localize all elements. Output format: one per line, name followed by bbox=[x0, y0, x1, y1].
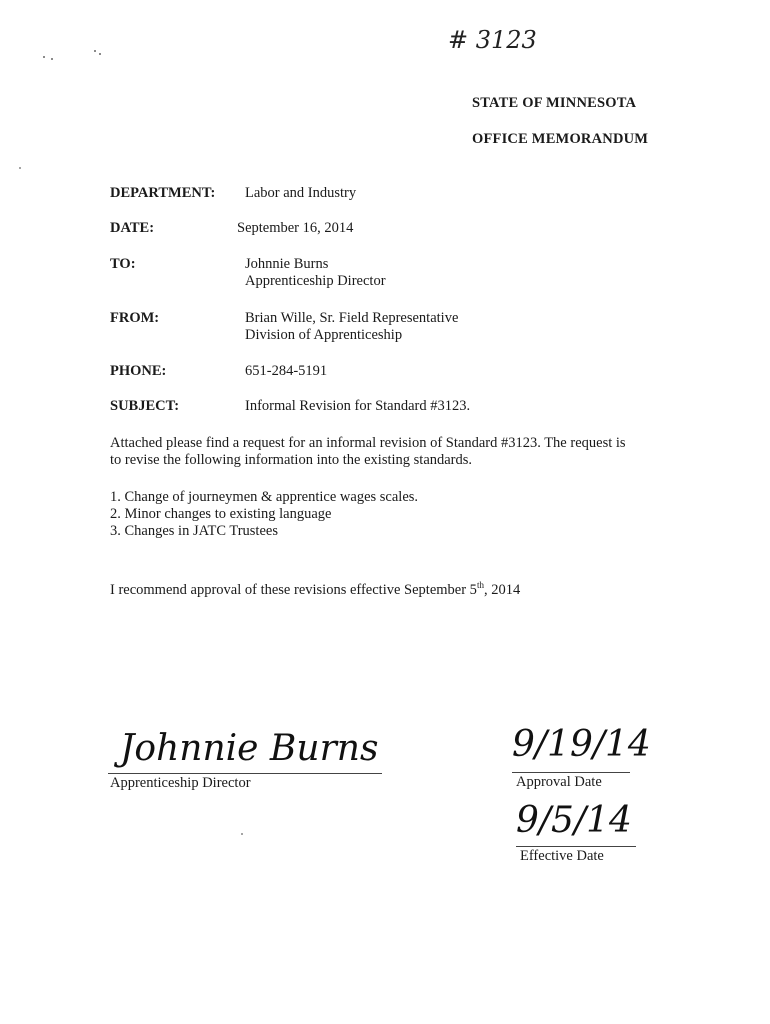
from-name: Brian Wille, Sr. Field Representative bbox=[245, 310, 459, 326]
subject-value: Informal Revision for Standard #3123. bbox=[245, 398, 471, 414]
recommendation-sentence bbox=[110, 577, 520, 599]
phone-label: PHONE: bbox=[110, 363, 167, 379]
director-signature-line bbox=[108, 773, 382, 774]
handwritten-file-number: # 3123 bbox=[448, 26, 537, 54]
list-item: 2. Minor changes to existing language bbox=[110, 506, 332, 522]
approval-date-handwritten: 9/19/14 bbox=[512, 724, 651, 765]
date-label: DATE: bbox=[110, 220, 155, 236]
to-name: Johnnie Burns bbox=[245, 256, 329, 272]
department-value: Labor and Industry bbox=[245, 185, 357, 201]
subject-label: SUBJECT: bbox=[110, 398, 180, 414]
recommendation-year: , 2014 bbox=[483, 581, 521, 598]
approval-date-caption: Approval Date bbox=[516, 774, 602, 790]
department-label: DEPARTMENT: bbox=[110, 185, 216, 201]
approval-date-line bbox=[512, 772, 630, 773]
to-title: Apprenticeship Director bbox=[245, 273, 386, 289]
from-division: Division of Apprenticeship bbox=[245, 327, 403, 343]
body-paragraph-line-1: Attached please find a request for an informal revision of Standard #3123. The request is bbox=[110, 435, 626, 451]
date-value: September 16, 2014 bbox=[237, 220, 354, 236]
effective-date-caption: Effective Date bbox=[520, 848, 604, 864]
director-signature: Johnnie Burns bbox=[120, 728, 379, 769]
from-label: FROM: bbox=[110, 310, 160, 326]
phone-value: 651-284-5191 bbox=[245, 363, 328, 379]
recommendation-text: I recommend approval of these revisions effective September 5 bbox=[110, 581, 477, 598]
state-heading: STATE OF MINNESOTA bbox=[472, 95, 637, 111]
director-caption: Apprenticeship Director bbox=[110, 775, 251, 791]
recommendation-superscript: th bbox=[476, 580, 484, 590]
effective-date-line bbox=[516, 846, 636, 847]
to-label: TO: bbox=[110, 256, 136, 272]
body-paragraph-line-2: to revise the following information into the existing standards. bbox=[110, 452, 473, 468]
memo-heading: OFFICE MEMORANDUM bbox=[472, 131, 649, 147]
effective-date-handwritten: 9/5/14 bbox=[516, 800, 632, 841]
list-item: 1. Change of journeymen & apprentice wages scales. bbox=[110, 489, 419, 505]
list-item: 3. Changes in JATC Trustees bbox=[110, 523, 278, 539]
